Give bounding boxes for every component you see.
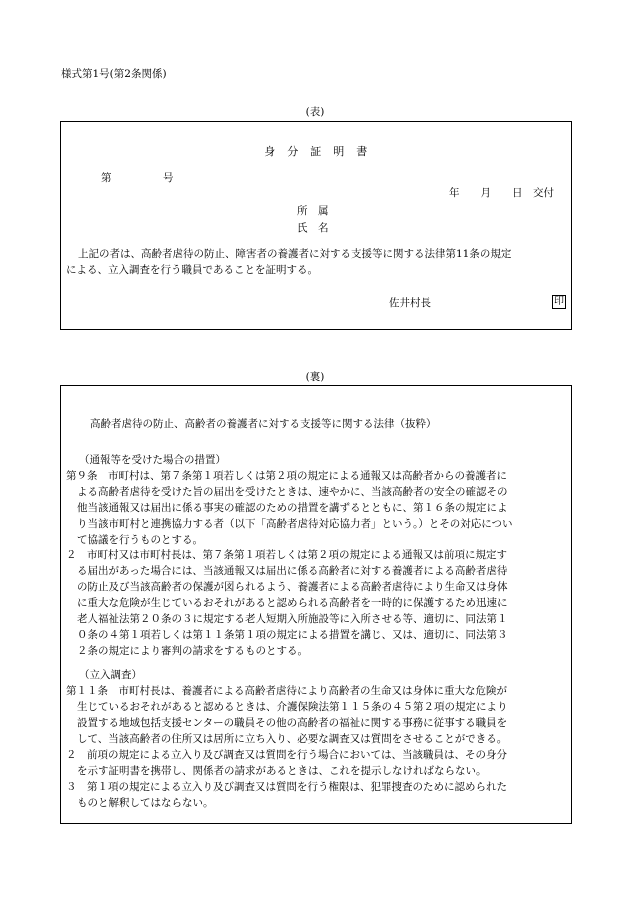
article-line: して、当該高齢者の住所又は居所に立ち入り、必要な調査又は質問をさせることができる。: [77, 733, 508, 745]
front-label: (表): [305, 106, 325, 118]
seal-mark: 印: [554, 296, 564, 307]
article-line: 設置する地域包括支援センターの職員その他の高齢者の福祉に関する事務に従事する職員を: [77, 717, 508, 729]
article-line: ２ 前項の規定による立入り及び調査又は質問を行う場合においては、当該職員は、その身分: [66, 749, 507, 761]
form-number: 様式第1号(第2条関係): [61, 68, 167, 80]
article-line: に重大な危険が生じているおそれがあると認められる高齢者を一時的に保護するため迅速に: [77, 597, 508, 609]
issuer-name: 佐井村長: [389, 297, 431, 309]
affiliation-label: 所 属: [297, 205, 329, 217]
number-label: 第: [101, 172, 112, 184]
article-line: ３ 第１項の規定による立入り及び調査又は質問を行う権限は、犯罪捜査のために認められた: [66, 781, 507, 793]
article-line: り当該市町村と連携協力する者（以下「高齢者虐待対応協力者」という。）とその対応につい: [77, 518, 513, 530]
article-line: ２ 市町村又は市町村長は、第７条第１項若しくは第２項の規定による通報又は前項に規定す: [66, 549, 507, 561]
section-heading-inspection: （立入調査）: [79, 669, 142, 681]
article-line: 老人福祉法第２０条の３に規定する老人短期入所施設等に入所させる等、適切に、同法第１: [77, 613, 508, 625]
name-label: 氏 名: [297, 222, 329, 234]
back-law-excerpt-box: [60, 385, 572, 824]
section-heading-reporting: （通報等を受けた場合の措置）: [79, 454, 226, 466]
article-line: を示す証明書を携帯し、関係者の請求があるときは、これを提示しなければならない。: [77, 765, 487, 777]
article-line: 生じているおそれがあると認めるときは、介護保険法第１１５条の４５第２項の規定により: [77, 701, 508, 713]
certificate-title: 身 分 証 明 書: [264, 145, 368, 158]
article-line: 第１１条 市町村長は、養護者による高齢者虐待により高齢者の生命又は身体に重大な危険が: [66, 685, 507, 697]
number-suffix: 号: [163, 172, 174, 184]
front-certificate-box: [60, 121, 572, 330]
law-title: 高齢者虐待の防止、高齢者の養護者に対する支援等に関する法律（抜粋）: [90, 418, 437, 430]
back-label: (裏): [305, 371, 325, 383]
article-line: よる高齢者虐待を受けた旨の届出を受けたときは、速やかに、当該高齢者の安全の確認その: [77, 486, 508, 498]
article-line: ０条の４第１項若しくは第１１条第１項の規定による措置を講じ、又は、適切に、同法第３: [77, 629, 508, 641]
article-line: 第９条 市町村は、第７条第１項若しくは第２項の規定による通報又は高齢者からの養護者に: [66, 470, 507, 482]
statement-line: 上記の者は、高齢者虐待の防止、障害者の養護者に対する支援等に関する法律第11条の規定: [78, 248, 512, 260]
statement-line: による、立入調査を行う職員であることを証明する。: [66, 264, 318, 276]
article-line: ２条の規定により審判の請求をするものとする。: [77, 645, 308, 657]
article-line: て協議を行うものとする。: [77, 534, 203, 546]
article-line: 他当該通報又は届出に係る事実の確認のための措置を講ずるとともに、第１６条の規定によ: [77, 502, 508, 514]
issue-date: 年 月 日 交付: [449, 187, 554, 199]
article-line: の防止及び当該高齢者の保護が図られるよう、養護者による高齢者虐待により生命又は身体: [77, 581, 508, 593]
article-line: る届出があった場合には、当該通報又は届出に係る高齢者に対する養護者による高齢者虐待: [77, 565, 508, 577]
article-line: ものと解釈してはならない。: [77, 797, 214, 809]
